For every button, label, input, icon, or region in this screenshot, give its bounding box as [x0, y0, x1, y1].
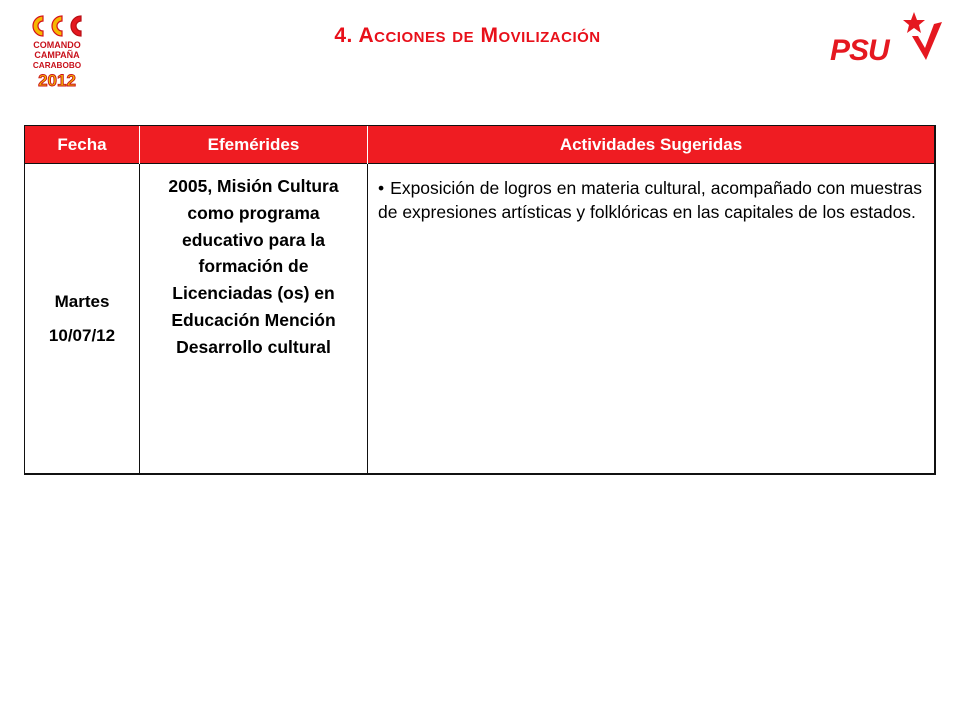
fecha-day: Martes	[54, 291, 110, 311]
efemerides-text: 2005, Misión Cultura como programa educativo para la formación de Licenciadas (os) en Educación Mención Desarrollo cultural	[168, 176, 339, 357]
star-icon	[903, 12, 925, 33]
efemerides-cell	[140, 164, 368, 475]
slide-title	[0, 24, 860, 48]
logo-year: 2012	[38, 71, 76, 90]
logo-line-campana: CAMPAÑA	[34, 50, 80, 60]
table-header-row	[25, 126, 936, 164]
actividades-cell	[368, 164, 936, 475]
slide-title-text: 4. Acciones de Movilización	[334, 24, 601, 47]
psuv-wordmark: PSU	[830, 34, 889, 64]
logo-line-comando: COMANDO	[33, 40, 81, 50]
column-header-efemerides: Efemérides	[140, 126, 368, 164]
table-row	[25, 164, 936, 475]
actividad-text: Exposición de logros en materia cultural, acompañado con muestras de expresiones artísticas y folklóricas en las capitales de los estados.	[378, 178, 922, 222]
column-header-fecha: Fecha	[25, 126, 140, 164]
column-header-actividades: Actividades Sugeridas	[368, 126, 936, 164]
bullet-icon: •	[378, 178, 385, 198]
psuv-logo	[826, 10, 944, 64]
fecha-date: 10/07/12	[48, 325, 116, 345]
fecha-cell	[25, 164, 140, 475]
activities-table	[24, 125, 936, 475]
logo-line-carabobo: CARABOBO	[32, 61, 82, 70]
